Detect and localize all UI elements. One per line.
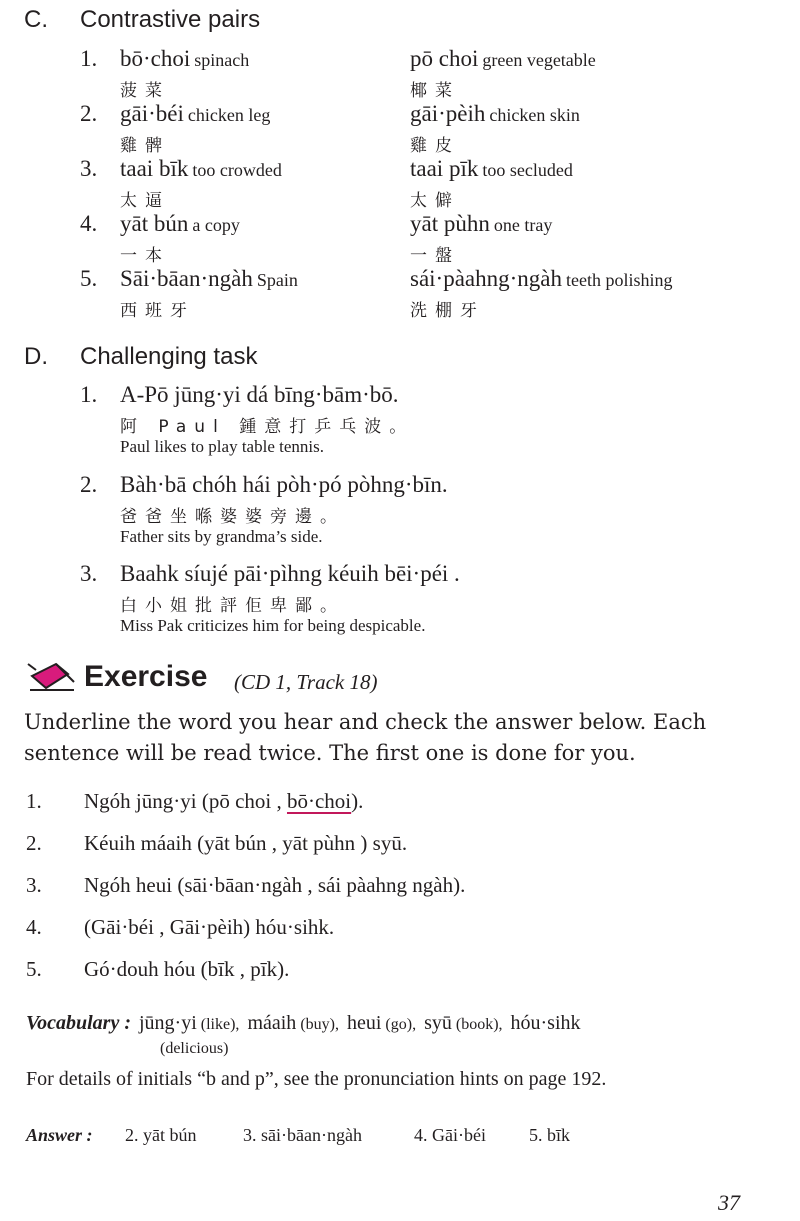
task-romanization: Bàh·bā chóh hái pòh·pó pòhng·bīn. (120, 472, 448, 497)
sentence-text: ). (351, 789, 364, 813)
task-english: Father sits by grandma’s side. (120, 527, 323, 546)
answer-label: Answer : (26, 1125, 93, 1145)
romanization: gāi·béi (120, 101, 184, 126)
exercise-number: 5. (26, 957, 42, 981)
underlined-answer: bō·choi (286, 789, 352, 813)
vocab-word: heui (346, 1012, 382, 1034)
pronunciation-note: For details of initials “b and p”, see the pronunciation hints on page 192. (26, 1068, 607, 1090)
pair-right (410, 101, 580, 127)
task-chinese: 爸爸坐喺婆婆旁邊。 (120, 507, 345, 527)
task-number: 2. (80, 472, 98, 497)
chinese-characters: 太僻 (410, 191, 460, 211)
vocab-word: máaih (247, 1012, 297, 1034)
task-romanization: A-Pō jūng·yi dá bīng·bām·bō. (120, 382, 399, 407)
exercise-number: 2. (26, 831, 42, 855)
chinese-characters: 西班牙 (120, 301, 195, 321)
task-english: Paul likes to play table tennis. (120, 437, 324, 456)
instruction-line-1: Underline the word you hear and check the answer below. Each (24, 710, 707, 734)
gloss: one tray (493, 215, 553, 235)
pair-number: 3. (80, 156, 98, 181)
gloss: teeth polishing (566, 270, 673, 290)
task-chinese: 阿 Paul 鍾意打乒乓波。 (120, 417, 415, 437)
romanization: sái·pàahng·ngàh (410, 266, 562, 291)
section-c-title: Contrastive pairs (80, 6, 261, 33)
exercise-sentence: Ngóh heui (sāi·bāan·ngàh , sái pàahng ngàh). (84, 873, 466, 897)
task-number: 3. (80, 561, 98, 586)
pair-right (410, 46, 596, 72)
gloss: chicken skin (489, 105, 580, 125)
romanization: taai bīk (120, 156, 189, 181)
vocab-meaning: (go), (385, 1016, 417, 1033)
vocab-meaning: (buy), (300, 1016, 339, 1033)
gloss: a copy (192, 215, 240, 235)
romanization: bō·choi (120, 46, 191, 71)
sentence-text: Ngóh jūng·yi (pō choi , (84, 789, 287, 813)
gloss: too secluded (482, 160, 573, 180)
instruction-line-2: sentence will be read twice. The first one is done for you. (24, 741, 636, 765)
romanization: pō choi (410, 46, 479, 71)
chinese-characters: 太逼 (120, 191, 170, 211)
chinese-characters: 雞皮 (410, 136, 460, 156)
section-d-title: Challenging task (80, 343, 258, 370)
chinese-characters: 雞髀 (120, 136, 170, 156)
exercise-sentence: (Gāi·béi , Gāi·pèih) hóu·sihk. (84, 915, 335, 939)
gloss: too crowded (192, 160, 282, 180)
pair-number: 2. (80, 101, 98, 126)
pair-left (120, 266, 298, 292)
exercise-number: 4. (26, 915, 42, 939)
chinese-characters: 洗棚牙 (410, 301, 485, 321)
exercise-number: 1. (26, 789, 42, 813)
chinese-characters: 菠菜 (120, 81, 170, 101)
vocabulary-line (26, 1012, 581, 1035)
answer-item: 3. sāi·bāan·ngàh (243, 1125, 362, 1145)
task-number: 1. (80, 382, 98, 407)
exercise-title: Exercise (84, 660, 208, 693)
pair-number: 5. (80, 266, 98, 291)
exercise-sentence (84, 789, 363, 814)
chinese-characters: 椰菜 (410, 81, 460, 101)
romanization: yāt pùhn (410, 211, 490, 236)
vocabulary-label: Vocabulary : (26, 1012, 131, 1034)
pair-left (120, 46, 249, 72)
pair-right (410, 211, 552, 237)
chinese-characters: 一本 (120, 246, 170, 266)
task-chinese: 白小姐批評佢卑鄙。 (120, 596, 345, 616)
gloss: Spain (256, 270, 298, 290)
task-romanization: Baahk síujé pāi·pìhng kéuih bēi·péi . (120, 561, 460, 586)
cd-track: (CD 1, Track 18) (234, 670, 378, 694)
exercise-number: 3. (26, 873, 42, 897)
pair-left (120, 211, 240, 237)
gloss: green vegetable (482, 50, 596, 70)
romanization: Sāi·bāan·ngàh (120, 266, 253, 291)
pair-right (410, 266, 673, 292)
answer-item: 4. Gāi·béi (414, 1125, 486, 1145)
pencil-icon (26, 658, 78, 694)
vocab-meaning: (book), (455, 1016, 503, 1033)
answer-item: 5. bīk (529, 1125, 571, 1145)
vocab-meaning: (delicious) (160, 1040, 229, 1057)
romanization: taai pīk (410, 156, 479, 181)
pair-number: 1. (80, 46, 98, 71)
exercise-sentence: Kéuih máaih (yāt bún , yāt pùhn ) syū. (84, 831, 408, 855)
gloss: chicken leg (187, 105, 271, 125)
pair-left (120, 101, 270, 127)
answer-item: 2. yāt bún (125, 1125, 197, 1145)
pair-left (120, 156, 282, 182)
romanization: gāi·pèih (410, 101, 486, 126)
exercise-sentence: Gó·douh hóu (bīk , pīk). (84, 957, 290, 981)
gloss: spinach (194, 50, 250, 70)
vocab-word: syū (424, 1012, 452, 1034)
romanization: yāt bún (120, 211, 189, 236)
section-c-letter: C. (24, 6, 48, 33)
pair-right (410, 156, 573, 182)
vocab-word: hóu·sihk (510, 1012, 581, 1034)
chinese-characters: 一盤 (410, 246, 460, 266)
vocab-word: jūng·yi (139, 1012, 197, 1034)
page-number: 37 (718, 1190, 740, 1215)
section-d-letter: D. (24, 343, 48, 370)
task-english: Miss Pak criticizes him for being despicable. (120, 616, 426, 635)
vocab-meaning: (like), (200, 1016, 240, 1033)
pair-number: 4. (80, 211, 98, 236)
